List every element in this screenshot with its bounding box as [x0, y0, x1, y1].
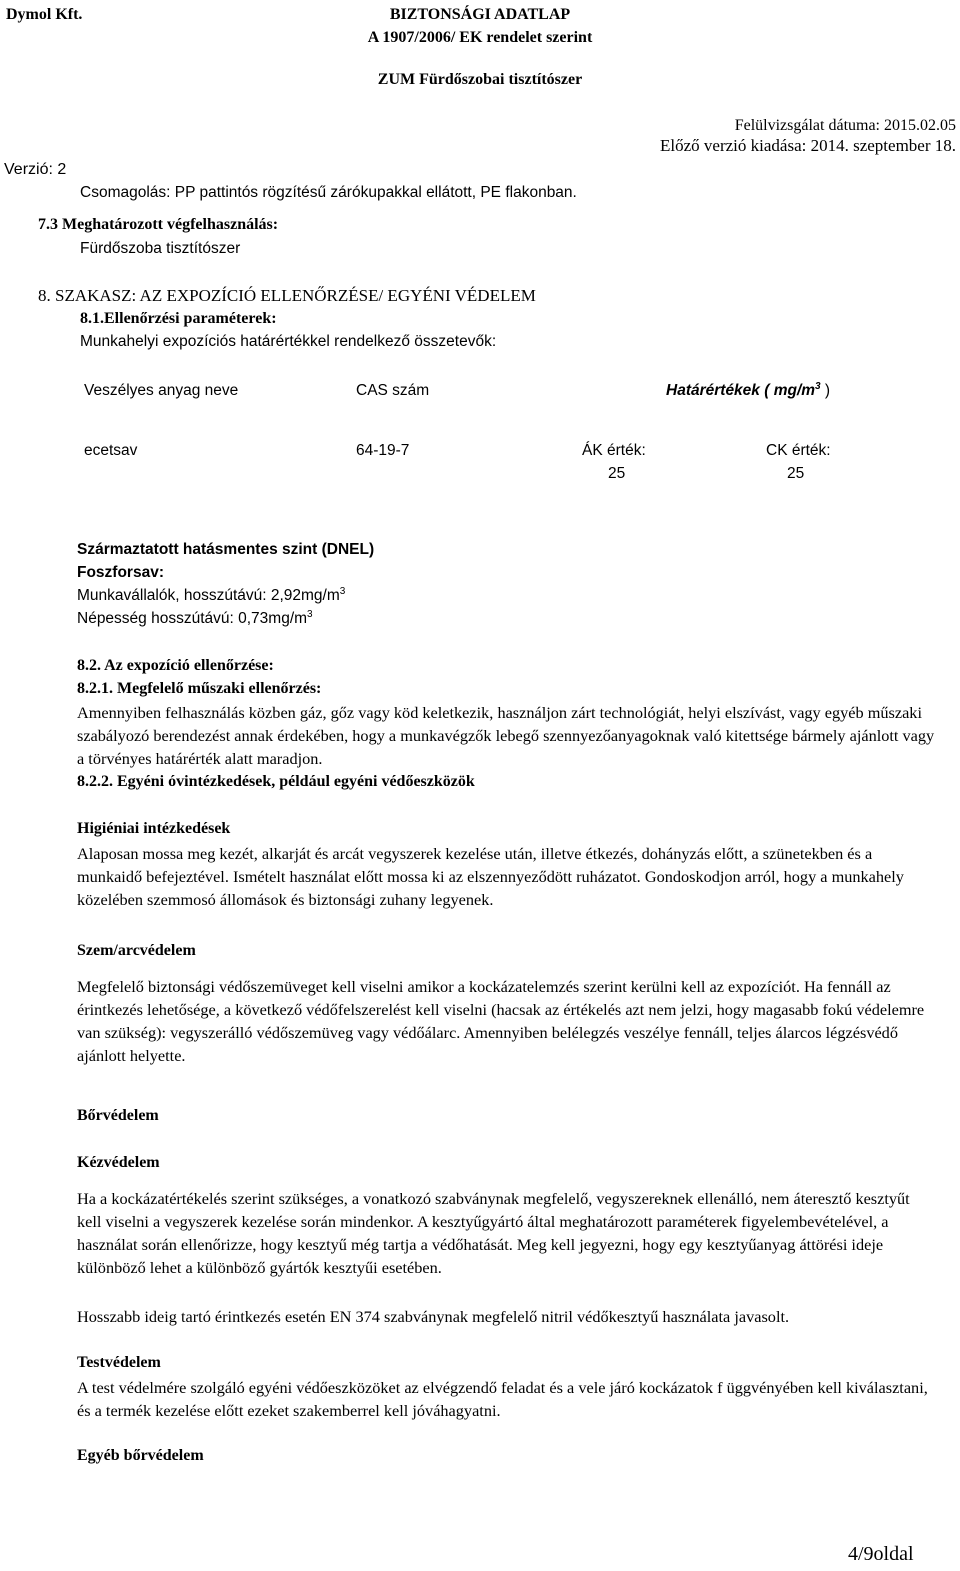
table-cell-ak-label: ÁK érték:: [582, 442, 646, 459]
review-date: Felülvizsgálat dátuma: 2015.02.05: [734, 117, 956, 134]
table-cell-cas: 64-19-7: [356, 442, 410, 459]
packaging-text: Csomagolás: PP pattintós rögzítésű zárókupakkal ellátott, PE flakonban.: [80, 184, 577, 201]
table-header-cas: CAS szám: [356, 382, 430, 399]
dnel-substance: Foszforsav:: [77, 564, 164, 581]
section-8-2-1-heading: 8.2.1. Megfelelő műszaki ellenőrzés:: [77, 680, 322, 697]
skin-protection-heading: Bőrvédelem: [77, 1107, 159, 1124]
section-7-3-heading: 7.3 Meghatározott végfelhasználás:: [38, 216, 279, 233]
dnel-population: Népesség hosszútávú: $0,73mg/m^3$: [77, 609, 313, 627]
company-name: Dymol Kft.: [6, 6, 83, 23]
version-number: Verzió: 2: [4, 161, 67, 178]
table-header-substance: Veszélyes anyag neve: [84, 382, 239, 399]
hygiene-text: Alaposan mossa meg kezét, alkarját és arcát vegyszerek kezelése után, illetve étkezés, dohányzás előtt, a szünetekben és a munkaidő befejeztével. Ismételt használat előtt mossa ki az elszennyeződött ruházatot. Gondoskodjon arról, hogy a munkahely közelében szemmosó állomások és biztonsági zuhany legyenek.: [77, 844, 904, 909]
eye-protection-heading: Szem/arcvédelem: [77, 942, 196, 959]
other-skin-protection-heading: Egyéb bőrvédelem: [77, 1447, 204, 1464]
section-8-1-intro: Munkahelyi expozíciós határértékkel rendelkező összetevők:: [80, 333, 497, 350]
table-cell-ak-value: 25: [608, 465, 626, 482]
dnel-workers: Munkavállalók, hosszútávú: $2,92mg/m^3$: [77, 586, 346, 604]
body-protection-text: A test védelmére szolgáló egyéni védőeszközöket az elvégzendő feladat és a vele járó kockázatok f üggvényében kell kiválasztani, és a termék kezelése előtt ezeket szakemberrel kell jóváhagyatni.: [77, 1378, 928, 1420]
section-8-1-heading: 8.1.Ellenőrzési paraméterek:: [80, 310, 277, 327]
section-8-heading: 8. SZAKASZ: AZ EXPOZÍCIÓ ELLENŐRZÉSE/ EGYÉNI VÉDELEM: [38, 286, 536, 305]
regulation-reference: A 1907/2006/ EK rendelet szerint: [367, 29, 593, 46]
hand-protection-recommendation: Hosszabb ideig tartó érintkezés esetén EN 374 szabványnak megfelelő nitril védőkesztyű használata javasolt.: [77, 1307, 790, 1326]
hand-protection-text: Ha a kockázatértékelés szerint szükséges, a vonatkozó szabványnak megfelelő, vegyszereknek ellenálló, nem áteresztő kesztyűt kell viselni a vegyszerek kezelése során mindenkor. A kesztyűgyártó által meghatározott paraméterek figyelembevételével, a használat során ellenőrizze, hogy kesztyű még tartja a védőhatását. Meg kell jegyezni, hogy egy kesztyűanyag áttörési ideje különböző lehet a különböző gyártók kesztyűi esetében.: [77, 1189, 910, 1277]
engineering-controls-text: Amennyiben felhasználás közben gáz, gőz vagy köd keletkezik, használjon zárt technológiát, helyi elszívást, vagy egyéb műszaki szabályozó berendezést annak érdekében, hogy a munkavégzők lebegő szennyezőanyagoknak való kitettsége bármely ajánlott vagy a törvényes határérték alatt maradjon.: [77, 703, 935, 768]
product-name: ZUM Fürdőszobai tisztítószer: [377, 71, 583, 88]
end-use-text: Fürdőszoba tisztítószer: [80, 240, 241, 257]
previous-version: Előző verzió kiadása: 2014. szeptember 18.: [660, 136, 956, 155]
hygiene-heading: Higiéniai intézkedések: [77, 820, 231, 837]
page-number: 4/9oldal: [848, 1543, 914, 1565]
eye-protection-text: Megfelelő biztonsági védőszemüveget kell viselni amikor a kockázatelemzés szerint kerülni kell az expozíciót. Ha fennáll az érintkezés lehetősége, a következő védőfelszerelést kell viselni (hacsak az értékelés azt nem jelzi, hogy magasabb fokú védelemre van szükség): vegyszerálló védőszemüveg vagy védőálarc. Amennyiben belélegzés veszélye fennáll, teljes álarcos légzésvédő ajánlott helyette.: [77, 977, 925, 1065]
section-8-2-heading: 8.2. Az expozíció ellenőrzése:: [77, 657, 274, 674]
hand-protection-heading: Kézvédelem: [77, 1154, 160, 1171]
table-cell-ck-value: 25: [787, 465, 805, 482]
table-cell-ck-label: CK érték:: [766, 442, 831, 459]
document-title: BIZTONSÁGI ADATLAP: [389, 6, 571, 23]
table-cell-substance: ecetsav: [84, 442, 138, 459]
section-8-2-2-heading: 8.2.2. Egyéni óvintézkedések, például egyéni védőeszközök: [77, 773, 475, 790]
body-protection-heading: Testvédelem: [77, 1354, 161, 1371]
table-header-limits: Határértékek ( $mg/m^3$ ): [666, 381, 831, 399]
dnel-heading: Származtatott hatásmentes szint (DNEL): [77, 541, 375, 558]
